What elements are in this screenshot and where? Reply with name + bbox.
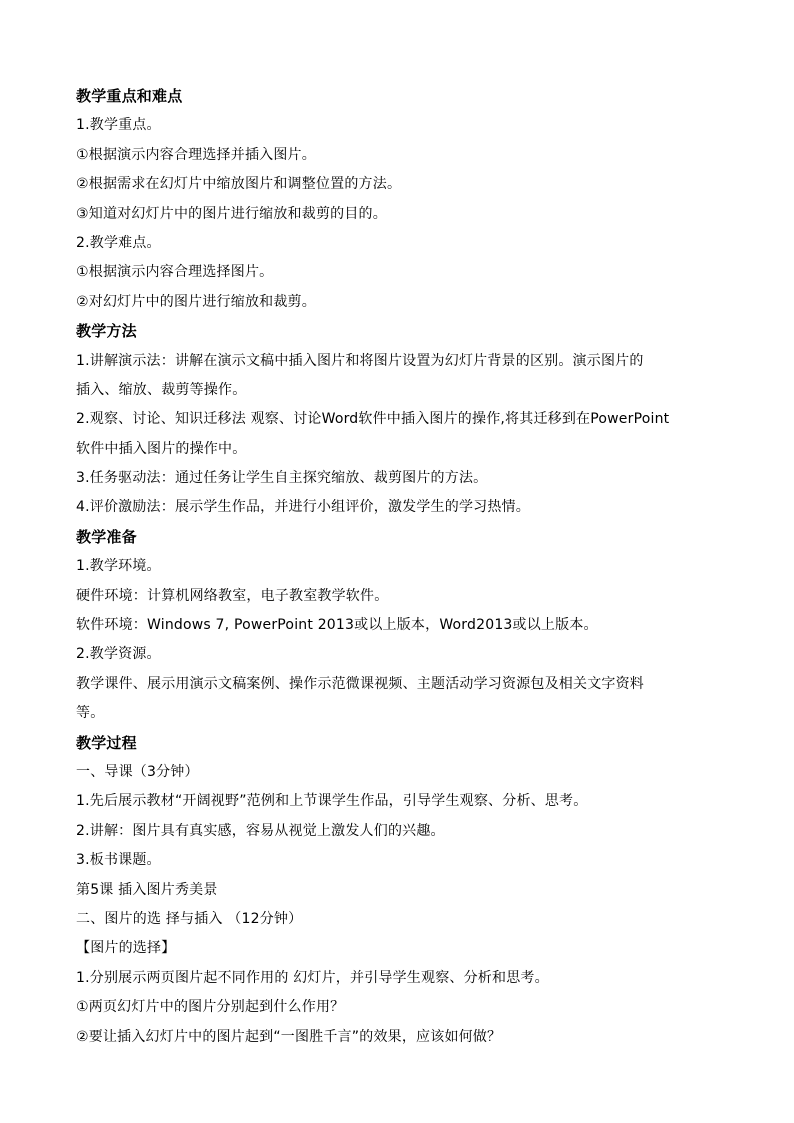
list-item: ①根据演示内容合理选择图片。 [76,264,274,281]
paragraph: 二、图片的选 择与插入 （12分钟） [76,910,303,927]
paragraph: 2.观察、讨论、知识迁移法 观察、讨论Word软件中插入图片的操作,将其迁移到在PowerPoint [76,411,670,428]
list-item: ②对幻灯片中的图片进行缩放和裁剪。 [76,293,316,310]
paragraph: 第5课 插入图片秀美景 [76,881,218,898]
paragraph: 硬件环境：计算机网络教室，电子教室教学软件。 [76,587,389,604]
paragraph: 3.任务驱动法：通过任务让学生自主探究缩放、裁剪图片的方法。 [76,470,488,487]
section-heading-process: 教学过程 [76,733,137,752]
paragraph: 1.讲解演示法：讲解在演示文稿中插入图片和将图片设置为幻灯片背景的区别。演示图片的 [76,352,644,369]
list-item: ②要让插入幻灯片中的图片起到“一图胜千言”的效果，应该如何做？ [76,1028,502,1045]
paragraph: 软件环境：Windows 7, PowerPoint 2013或以上版本，Word2013或以上版本。 [76,617,598,634]
paragraph: 3.板书课题。 [76,852,161,869]
paragraph: 插入、缩放、裁剪等操作。 [76,381,247,398]
list-item: ②根据需求在幻灯片中缩放图片和调整位置的方法。 [76,176,402,193]
paragraph: 一、导课（3分钟） [76,763,199,780]
list-item: ①根据演示内容合理选择并插入图片。 [76,146,316,163]
section-heading-methods: 教学方法 [76,322,137,341]
paragraph: 2.教学资源。 [76,646,161,663]
section-heading-key-points: 教学重点和难点 [76,87,183,105]
paragraph: 1.教学重点。 [76,117,161,134]
paragraph: 1.分别展示两页图片起不同作用的 幻灯片，并引导学生观察、分析和思考。 [76,969,549,986]
paragraph: 等。 [76,705,105,722]
paragraph: 4.评价激励法：展示学生作品，并进行小组评价，激发学生的学习热情。 [76,499,530,516]
paragraph: 1.教学环境。 [76,558,161,575]
paragraph: 1.先后展示教材“开阔视野”范例和上节课学生作品，引导学生观察、分析、思考。 [76,793,588,810]
paragraph: 2.教学难点。 [76,234,161,251]
section-heading-preparation: 教学准备 [76,527,137,546]
document-body [76,82,720,1052]
list-item: ③知道对幻灯片中的图片进行缩放和裁剪的目的。 [76,205,387,222]
paragraph: 软件中插入图片的操作中。 [76,440,247,457]
paragraph: 【图片的选择】 [76,940,176,957]
paragraph: 教学课件、展示用演示文稿案例、操作示范微课视频、主题活动学习资源包及相关文字资料 [76,675,644,692]
paragraph: 2.讲解：图片具有真实感，容易从视觉上激发人们的兴趣。 [76,822,445,839]
list-item: ①两页幻灯片中的图片分别起到什么作用？ [76,999,345,1016]
